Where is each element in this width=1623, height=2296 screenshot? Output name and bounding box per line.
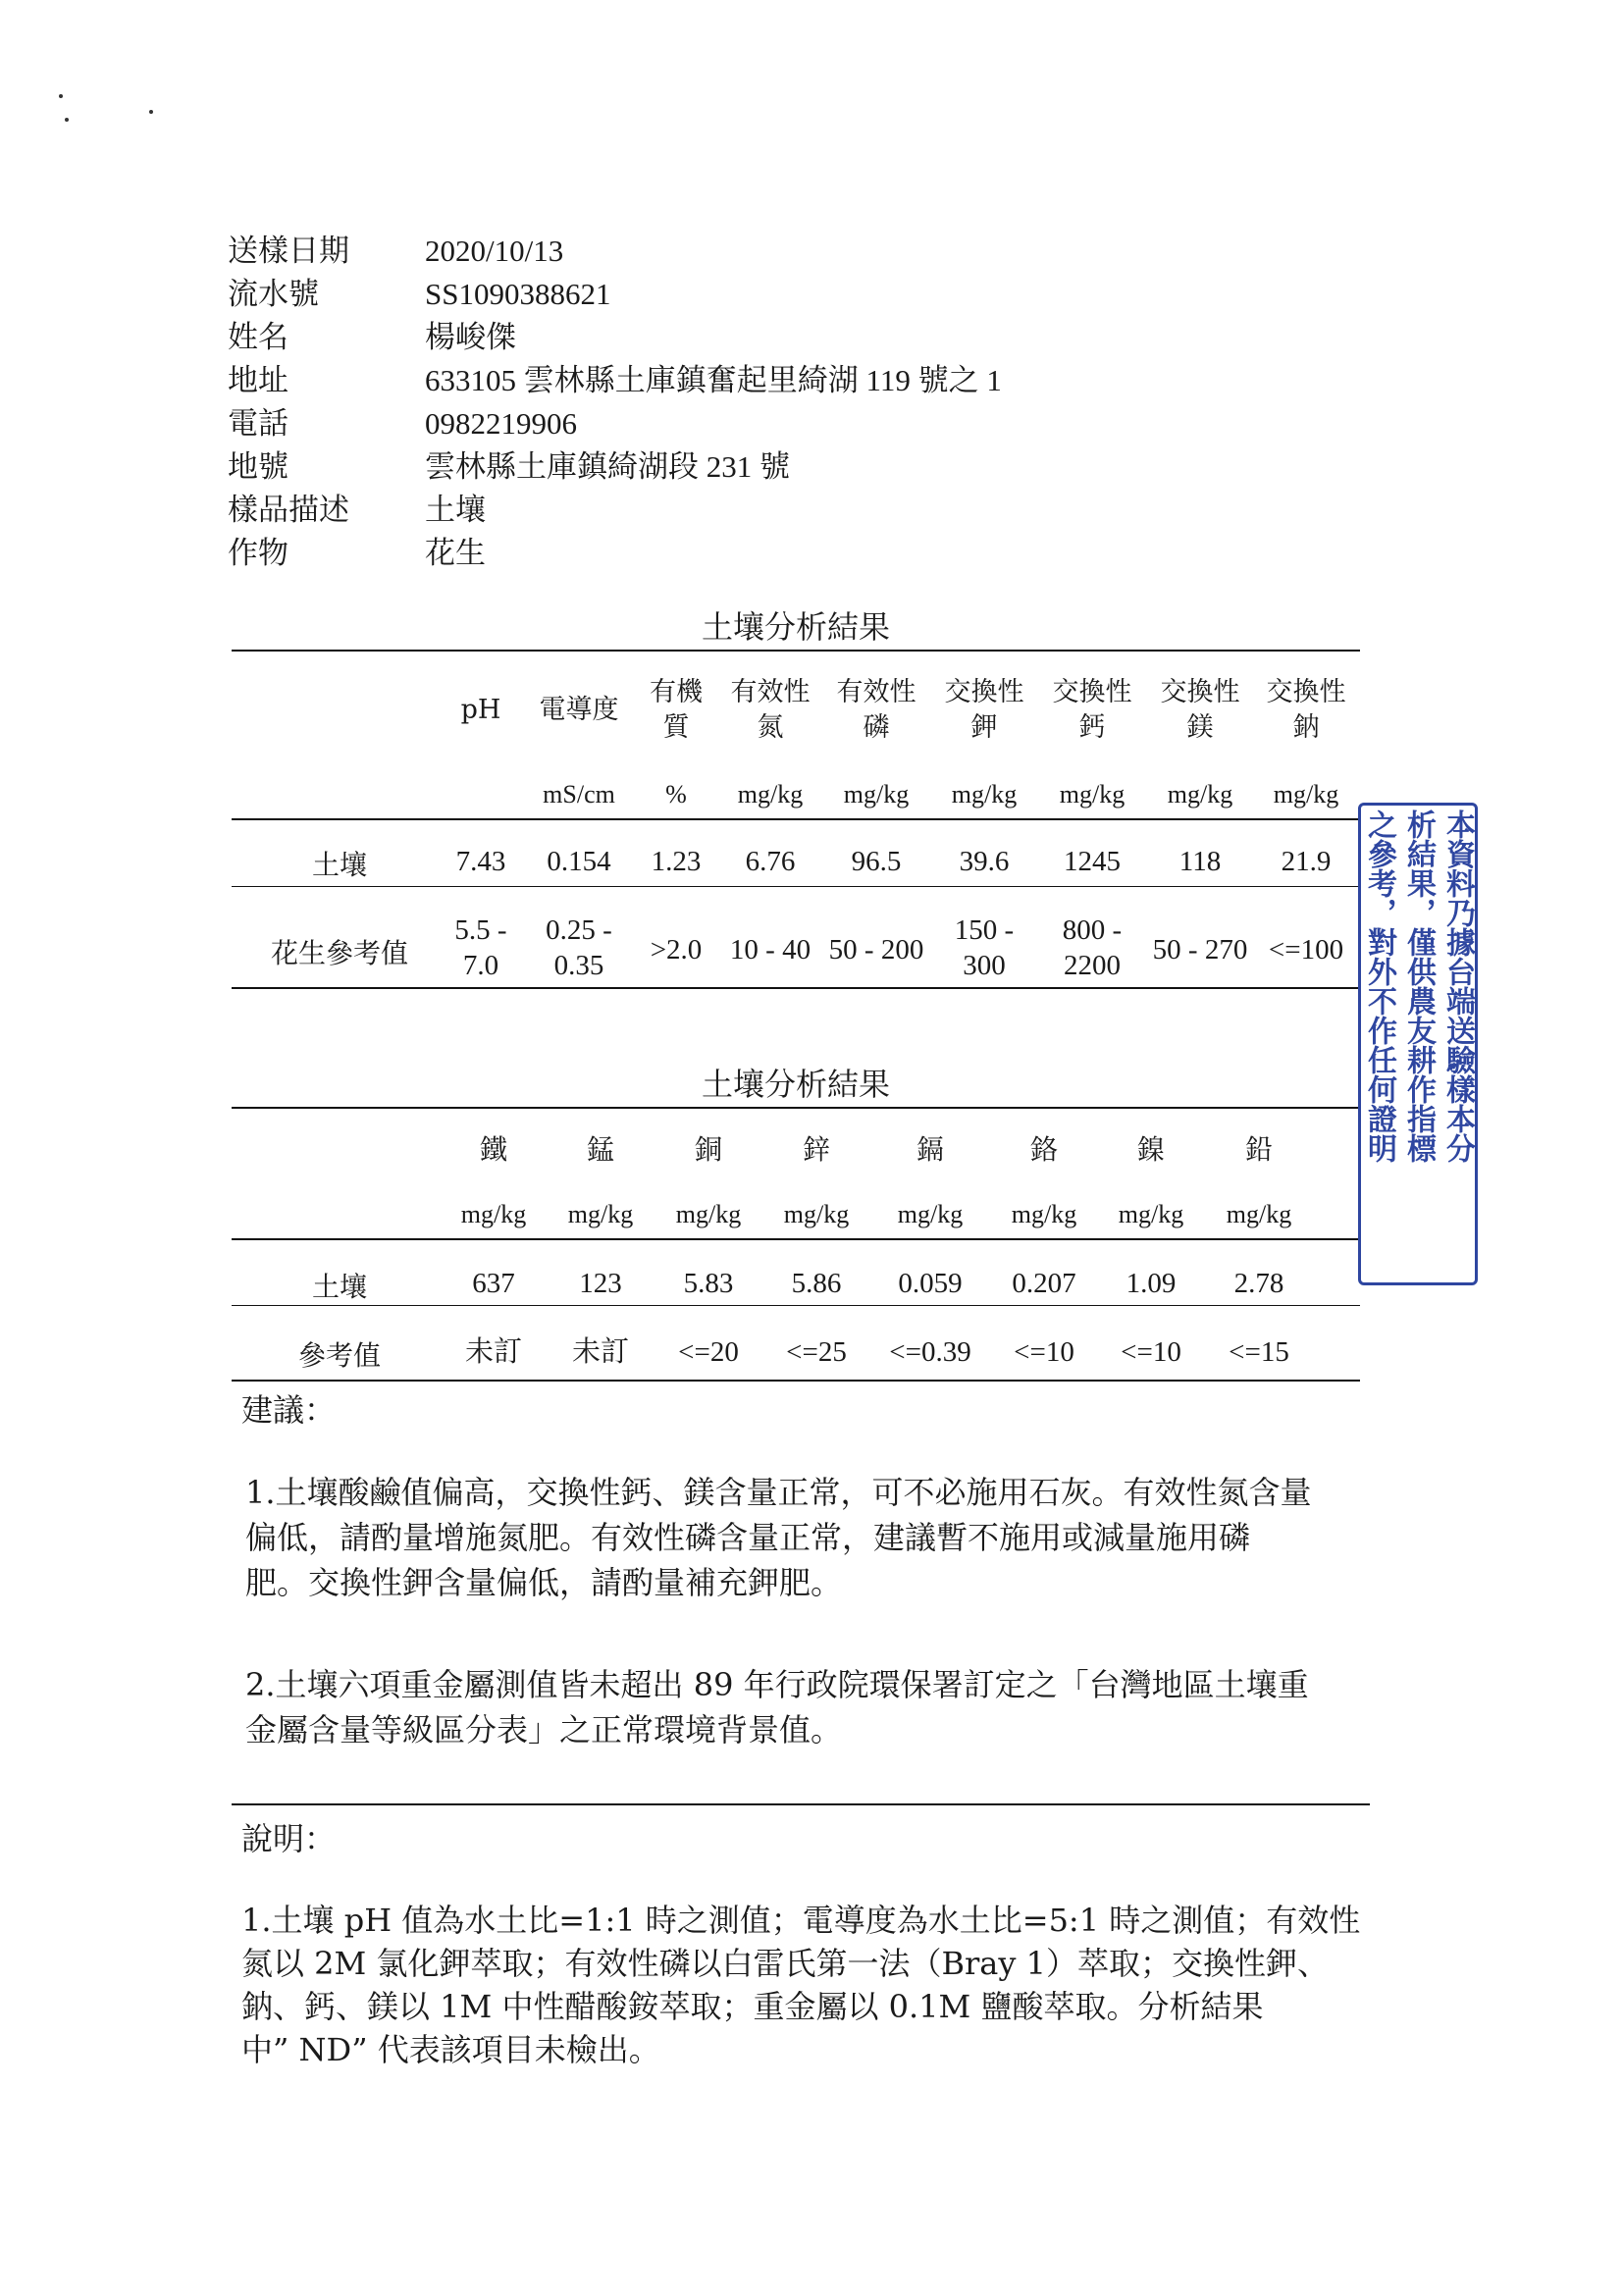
row-label: 土壤 xyxy=(311,849,367,881)
column-header: 鈣 xyxy=(1078,712,1106,743)
info-label: 流水號 xyxy=(228,277,319,312)
row-label: 土壤 xyxy=(311,1271,367,1303)
section-divider xyxy=(232,1803,1370,1805)
table-cell: 0.207 xyxy=(1012,1268,1076,1299)
unit-label: mg/kg xyxy=(1118,1200,1184,1228)
column-header: 鉻 xyxy=(1029,1133,1058,1166)
table-cell: 118 xyxy=(1178,846,1222,877)
unit-label: mg/kg xyxy=(1059,780,1126,809)
table-cell: 2.78 xyxy=(1233,1268,1284,1299)
table-cell: 2200 xyxy=(1064,950,1121,981)
table-cell: 150 - xyxy=(954,914,1015,946)
table-cell: 0.25 - xyxy=(546,914,612,946)
table2-header-rule xyxy=(232,1238,1360,1240)
column-header: 鋅 xyxy=(802,1133,830,1166)
info-value: 土壤 xyxy=(425,493,486,527)
table2-bottom-rule xyxy=(232,1380,1360,1382)
column-header: 鎘 xyxy=(916,1133,944,1166)
info-value: 雲林縣土庫鎮綺湖段 231 號 xyxy=(425,449,790,484)
unit-label: mg/kg xyxy=(783,1200,850,1228)
table-cell: 0.35 xyxy=(553,950,604,981)
table-cell: <=25 xyxy=(786,1336,847,1368)
table1-header-rule xyxy=(232,818,1360,820)
table2-title: 土壤分析結果 xyxy=(701,1066,890,1103)
column-header: 有機 xyxy=(650,677,703,707)
table-cell: 0.154 xyxy=(547,846,611,877)
suggestion-line: 金屬含量等級區分表」之正常環境背景值。 xyxy=(245,1711,843,1748)
table-cell: 123 xyxy=(579,1268,622,1299)
table-cell: 未訂 xyxy=(571,1336,629,1368)
table-cell: 6.76 xyxy=(745,846,796,877)
validity-stamp xyxy=(1358,803,1478,1285)
info-label: 姓名 xyxy=(228,320,288,355)
column-header: 鎳 xyxy=(1136,1133,1165,1166)
column-header: 鉀 xyxy=(970,712,998,743)
column-header: 交換性 xyxy=(944,677,1024,707)
info-value: 0982219906 xyxy=(425,406,577,441)
column-header: 鉛 xyxy=(1244,1133,1273,1166)
table-cell: 5.86 xyxy=(791,1268,842,1299)
table1-top-rule xyxy=(232,650,1360,652)
table-cell: <=10 xyxy=(1121,1336,1181,1368)
unit-label: % xyxy=(665,780,687,809)
info-value: 花生 xyxy=(425,536,486,570)
info-label: 樣品描述 xyxy=(228,493,349,528)
stamp-column: 析結果，僅供農友耕作指標 xyxy=(1401,809,1436,1163)
column-header: 有效性 xyxy=(730,677,811,707)
column-header: 鐵 xyxy=(479,1133,507,1166)
column-header: 交換性 xyxy=(1266,677,1346,707)
table-cell: <=100 xyxy=(1268,934,1344,965)
column-header: 交換性 xyxy=(1160,677,1240,707)
table2-mid-rule xyxy=(232,1305,1360,1306)
suggestion-line: 2.土壤六項重金屬測值皆未超出 89 年行政院環保署訂定之「台灣地區土壤重 xyxy=(245,1666,1309,1703)
table-cell: 5.5 - xyxy=(454,914,507,946)
column-header: 質 xyxy=(662,712,690,743)
table-cell: <=15 xyxy=(1229,1336,1289,1368)
column-header: 鈉 xyxy=(1292,712,1320,743)
table-cell: 7.0 xyxy=(462,950,499,981)
table-cell: 300 xyxy=(963,950,1006,981)
suggestion-line: 偏低，請酌量增施氮肥。有效性磷含量正常，建議暫不施用或減量施用磷 xyxy=(245,1519,1251,1556)
table-cell: 50 - 200 xyxy=(828,934,924,965)
unit-label: mg/kg xyxy=(843,780,910,809)
suggestion-line: 肥。交換性鉀含量偏低，請酌量補充鉀肥。 xyxy=(245,1564,843,1601)
column-header: 有效性 xyxy=(836,677,916,707)
info-label: 地號 xyxy=(228,449,288,485)
column-header: 氮 xyxy=(757,712,784,743)
info-value: SS1090388621 xyxy=(425,277,611,311)
scan-speck xyxy=(65,118,69,122)
unit-label: mS/cm xyxy=(543,780,615,809)
unit-label: mg/kg xyxy=(460,1200,527,1228)
table-cell: 未訂 xyxy=(464,1336,522,1368)
unit-label: mg/kg xyxy=(897,1200,964,1228)
table-cell: 21.9 xyxy=(1281,846,1332,877)
info-value: 2020/10/13 xyxy=(425,234,564,268)
table-cell: 50 - 270 xyxy=(1152,934,1248,965)
notes-heading: 說明： xyxy=(241,1820,337,1857)
info-label: 地址 xyxy=(228,363,288,398)
table-cell: 0.059 xyxy=(898,1268,963,1299)
row-label: 花生參考值 xyxy=(270,937,408,969)
info-label: 電話 xyxy=(228,406,288,442)
unit-label: mg/kg xyxy=(1273,780,1339,809)
row-label: 參考值 xyxy=(297,1339,381,1372)
unit-label: mg/kg xyxy=(1011,1200,1077,1228)
scan-speck xyxy=(149,110,153,114)
column-header: pH xyxy=(460,695,501,725)
info-label: 作物 xyxy=(228,536,288,571)
table-cell: 800 - xyxy=(1062,914,1123,946)
scan-speck xyxy=(59,94,63,98)
note-line: 氮以 2M 氯化鉀萃取；有效性磷以白雷氏第一法（Bray 1）萃取；交換性鉀、 xyxy=(241,1945,1329,1982)
unit-label: mg/kg xyxy=(737,780,804,809)
table-cell: 39.6 xyxy=(959,846,1010,877)
suggestions-heading: 建議： xyxy=(241,1391,337,1429)
note-line: 1.土壤 pH 值為水土比=1:1 時之測值；電導度為水土比=5:1 時之測值；有效性 xyxy=(241,1902,1361,1939)
column-header: 電導度 xyxy=(539,695,619,725)
table-cell: 10 - 40 xyxy=(729,934,812,965)
table1-title: 土壤分析結果 xyxy=(701,608,890,646)
unit-label: mg/kg xyxy=(675,1200,742,1228)
column-header: 銅 xyxy=(694,1133,722,1166)
unit-label: mg/kg xyxy=(567,1200,634,1228)
info-value: 楊峻傑 xyxy=(425,320,516,354)
unit-label: mg/kg xyxy=(1226,1200,1292,1228)
note-line: 鈉、鈣、鎂以 1M 中性醋酸銨萃取；重金屬以 0.1M 鹽酸萃取。分析結果 xyxy=(241,1988,1264,2025)
stamp-column: 之參考，對外不作任何證明 xyxy=(1362,809,1396,1163)
stamp-column: 本資料乃據台端送驗樣本分 xyxy=(1440,809,1475,1163)
table-cell: 637 xyxy=(472,1268,515,1299)
table-cell: 96.5 xyxy=(851,846,902,877)
table-cell: 7.43 xyxy=(455,846,506,877)
table2-top-rule xyxy=(232,1107,1360,1109)
column-header: 交換性 xyxy=(1052,677,1132,707)
table-cell: 1245 xyxy=(1064,846,1121,877)
table1-mid-rule xyxy=(232,886,1360,887)
suggestion-line: 1.土壤酸鹼值偏高，交換性鈣、鎂含量正常，可不必施用石灰。有效性氮含量 xyxy=(245,1474,1312,1511)
info-label: 送樣日期 xyxy=(228,234,349,269)
table-cell: >2.0 xyxy=(650,934,703,965)
column-header: 鎂 xyxy=(1186,712,1214,743)
table-cell: 5.83 xyxy=(683,1268,734,1299)
table-cell: <=20 xyxy=(678,1336,739,1368)
table-cell: <=10 xyxy=(1014,1336,1074,1368)
table-cell: 1.09 xyxy=(1126,1268,1177,1299)
unit-label: mg/kg xyxy=(1167,780,1233,809)
column-header: 錳 xyxy=(586,1133,614,1166)
table1-bottom-rule xyxy=(232,987,1360,989)
column-header: 磷 xyxy=(863,712,890,743)
note-line: 中” ND” 代表該項目未檢出。 xyxy=(241,2031,660,2068)
table-cell: <=0.39 xyxy=(889,1336,971,1368)
unit-label: mg/kg xyxy=(951,780,1018,809)
info-value: 633105 雲林縣土庫鎮奮起里綺湖 119 號之 1 xyxy=(425,363,1002,397)
table-cell: 1.23 xyxy=(651,846,702,877)
